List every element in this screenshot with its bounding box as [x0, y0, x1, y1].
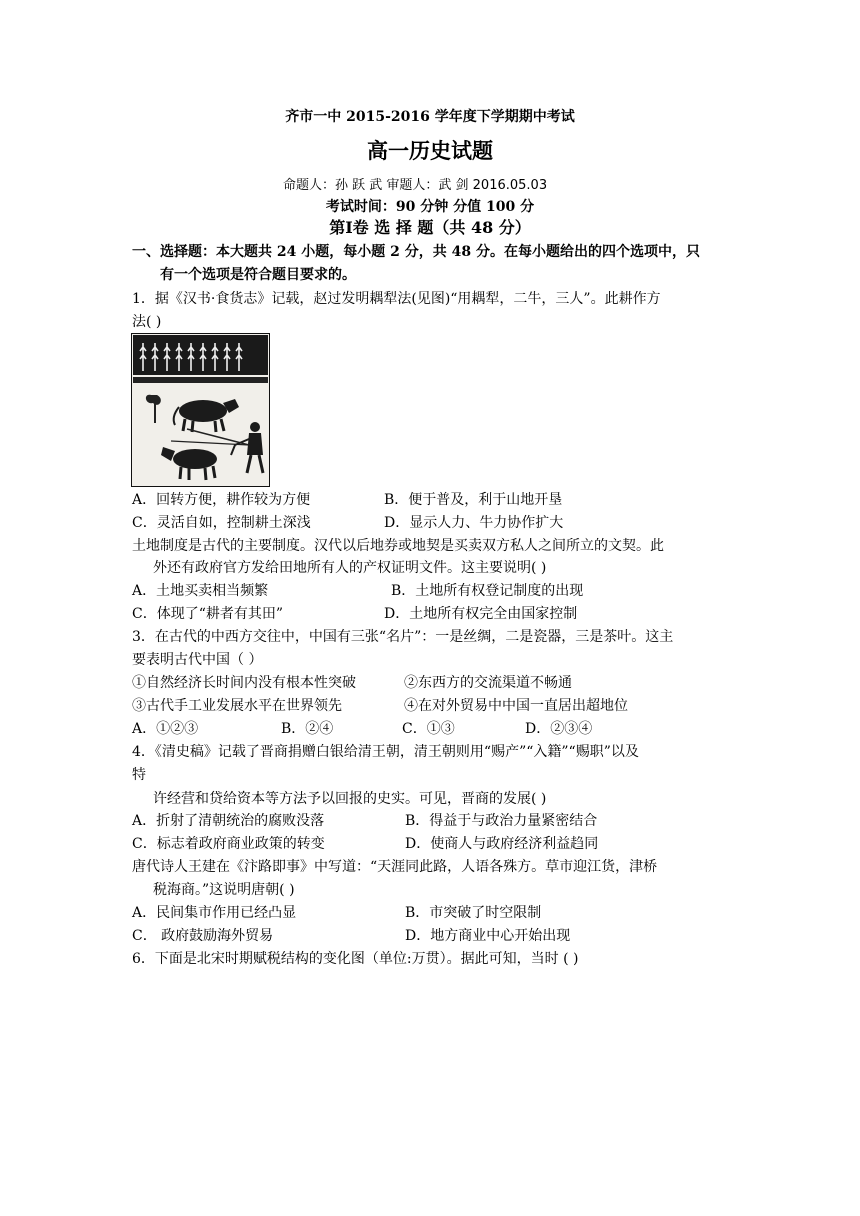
exam-title: 高一历史试题: [367, 138, 493, 163]
instructions-line-1: 一、选择题：本大题共 24 小题，每小题 2 分，共 48 分。在每小题给出的四个选项中，只: [132, 244, 700, 260]
q2-option-b: B．土地所有权登记制度的出现: [391, 583, 584, 599]
q2-option-d: D．土地所有权完全由国家控制: [384, 606, 578, 622]
q3-stem-line-2: 要表明古代中国（ ）: [132, 652, 263, 668]
q3-option-d: D．②③④: [525, 721, 593, 737]
q5-option-c: C． 政府鼓励海外贸易: [132, 928, 274, 944]
q2-option-a: A．土地买卖相当频繁: [132, 583, 269, 599]
q1-option-c: C．灵活自如，控制耕土深浅: [132, 515, 311, 531]
exam-info: 考试时间：90 分钟 分值 100 分: [325, 199, 535, 215]
q4-option-c: C．标志着政府商业政策的转变: [132, 836, 325, 852]
q5-stem-line-1: 唐代诗人王建在《汴路即事》中写道：“天涯同此路，人语各殊方。草市迎江货，津桥: [132, 859, 658, 875]
school-line: 齐市一中 2015-2016 学年度下学期期中考试: [285, 109, 575, 125]
instructions-line-2: 有一个选项是符合题目要求的。: [160, 267, 356, 283]
q3-statement-3: ③古代手工业发展水平在世界领先: [132, 698, 342, 714]
q5-option-b: B．市突破了时空限制: [405, 905, 542, 921]
q2-stem-line-2: 外还有政府官方发给田地所有人的产权证明文件。这主要说明( ): [153, 560, 547, 576]
q1-option-b: B．便于普及，利于山地开垦: [384, 492, 563, 508]
q3-stem-line-1: 3．在古代的中西方交往中，中国有三张“名片”：一是丝绸，二是瓷器，三是茶叶。这主: [132, 629, 674, 645]
author-line: 命题人：孙 跃 武 审题人：武 剑 2016.05.03: [283, 178, 548, 193]
q4-option-b: B．得益于与政治力量紧密结合: [405, 813, 598, 829]
q4-stem-line-1: 4．《清史稿》记载了晋商捐赠白银给清王朝，清王朝则用“赐产”“入籍”“赐职”以及: [132, 744, 639, 760]
q5-option-a: A．民间集市作用已经凸显: [132, 905, 297, 921]
q4-option-d: D．使商人与政府经济利益趋同: [405, 836, 599, 852]
q4-stem-line-2: 特: [132, 767, 146, 783]
q4-option-a: A．折射了清朝统治的腐败没落: [132, 813, 325, 829]
q1-stem-line-2: 法( ): [132, 314, 162, 330]
section-title: 第Ⅰ卷 选 择 题（共 48 分）: [329, 218, 531, 237]
q3-option-a: A．①②③: [132, 721, 199, 737]
q3-statement-1: ①自然经济长时间内没有根本性突破: [132, 675, 356, 691]
q5-option-d: D．地方商业中心开始出现: [405, 928, 571, 944]
q1-option-a: A．回转方便，耕作较为方便: [132, 492, 311, 508]
q1-stem-line-1: 1．据《汉书·食货志》记载，赵过发明耦犁法(见图)“用耦犁，二牛，三人”。此耕作方: [132, 291, 661, 307]
q2-option-c: C．体现了“耕者有其田”: [132, 606, 284, 622]
q1-option-d: D．显示人力、牛力协作扩大: [384, 515, 564, 531]
q4-stem-line-3: 许经营和贷给资本等方法予以回报的史实。可见，晋商的发展( ): [153, 791, 547, 807]
q2-stem-line-1: 土地制度是古代的主要制度。汉代以后地券或地契是买卖双方私人之间所立的文契。此: [132, 538, 664, 554]
plowing-mural-image: [131, 333, 270, 487]
q3-option-c: C．①③: [402, 721, 455, 737]
q3-statement-4: ④在对外贸易中中国一直居出超地位: [404, 698, 628, 714]
q6-stem-line-1: 6．下面是北宋时期赋税结构的变化图（单位:万贯）。据此可知，当时 ( ): [132, 951, 579, 967]
q3-statement-2: ②东西方的交流渠道不畅通: [404, 675, 572, 691]
q3-option-b: B．②④: [281, 721, 334, 737]
q5-stem-line-2: 税海商。”这说明唐朝( ): [153, 882, 295, 898]
